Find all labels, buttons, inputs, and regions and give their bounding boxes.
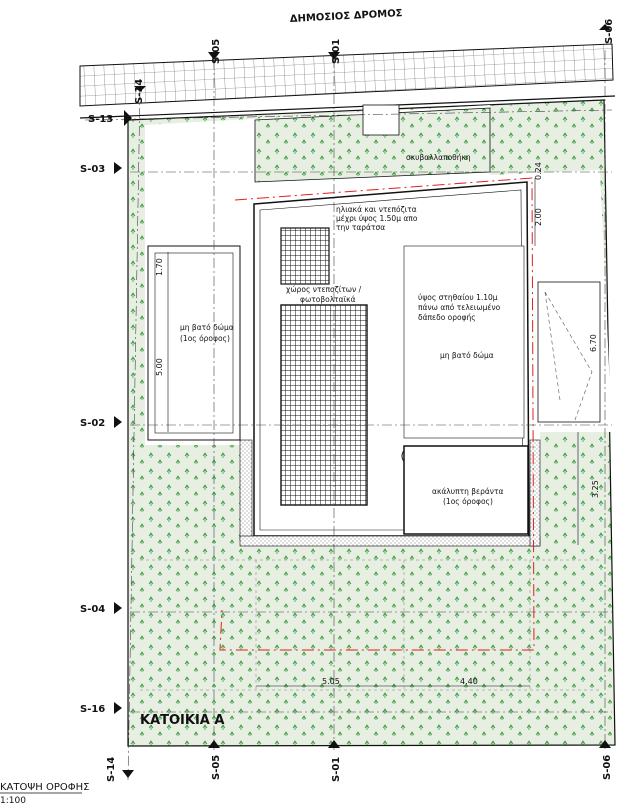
street-label: ΔΗΜΟΣΙΟΣ ΔΡΟΜΟΣ [289, 8, 403, 25]
section-s14-top-label: S-14 [134, 78, 145, 104]
left-roof-label-1: μη βατό δώμα [180, 323, 234, 332]
photovoltaic-panels [281, 305, 367, 505]
left-roof-label-2: (1ος όροφος) [180, 334, 230, 343]
heaters-note-1: ηλιακά και ντεπόζιτα [336, 205, 417, 214]
dim-0-24: 0.24 [534, 162, 543, 180]
dim-3-25: 3.25 [591, 480, 600, 498]
heaters-note-3: την ταράτσα [336, 223, 386, 232]
dim-1-70: 1.70 [155, 258, 164, 276]
bin-store-label: σκυβαλλαποθήκη [406, 153, 471, 162]
gravel-strip-bottom [240, 536, 540, 546]
section-s01-bottom-label: S-01 [331, 756, 342, 782]
dim-5-00: 5.00 [155, 358, 164, 376]
right-roof-label: μη βατό δώμα [440, 351, 494, 360]
dim-6-70: 6.70 [589, 334, 598, 352]
dim-4-40: 4.40 [460, 677, 478, 686]
section-s04-label: S-04 [80, 604, 106, 615]
drawing-caption: ΚΑΤΟΨΗ ΟΡΟΦΗΣ [0, 782, 90, 793]
gravel-strip-right [530, 440, 540, 546]
tanks-note-2: φωτοβολταϊκά [300, 295, 356, 304]
heaters-note-2: μέχρι ύψος 1.50μ απο [336, 214, 418, 223]
veranda-label-1: ακάλυπτη βεράντα [432, 487, 504, 496]
section-s06-top-label: S-06 [604, 18, 615, 44]
section-s01-top-label: S-01 [331, 38, 342, 64]
dim-5-05: 5.05 [322, 677, 340, 686]
house-label: ΚΑΤΟΙΚΙΑ Α [140, 713, 225, 728]
right-roof-area [404, 246, 524, 438]
gravel-strip [240, 440, 252, 540]
parapet-note-1: ύψος στηθαίου 1.10μ [418, 293, 498, 302]
section-s03-label: S-03 [80, 164, 106, 175]
section-s13-label: S-13 [88, 114, 114, 125]
section-s14-bottom-label: S-14 [106, 756, 117, 782]
veranda-label-2: (1ος όροφος) [443, 497, 493, 506]
section-s06-bottom-label: S-06 [602, 754, 613, 780]
drawing-scale: 1:100 [0, 796, 26, 806]
parapet-note-2: πάνω από τελειωμένο [418, 303, 501, 312]
bin-store-box [363, 105, 399, 135]
section-s05-bottom-label: S-05 [211, 754, 222, 780]
tanks-note-1: χώρος ντεποζίτων / [286, 285, 362, 294]
section-s16-label: S-16 [80, 704, 106, 715]
dim-2-00: 2.00 [534, 208, 543, 226]
public-road-strip [80, 44, 613, 106]
solar-heaters [281, 228, 329, 284]
parapet-note-3: δάπεδο οροφής [418, 313, 476, 322]
section-s05-top-label: S-05 [211, 38, 222, 64]
section-s02-label: S-02 [80, 418, 106, 429]
